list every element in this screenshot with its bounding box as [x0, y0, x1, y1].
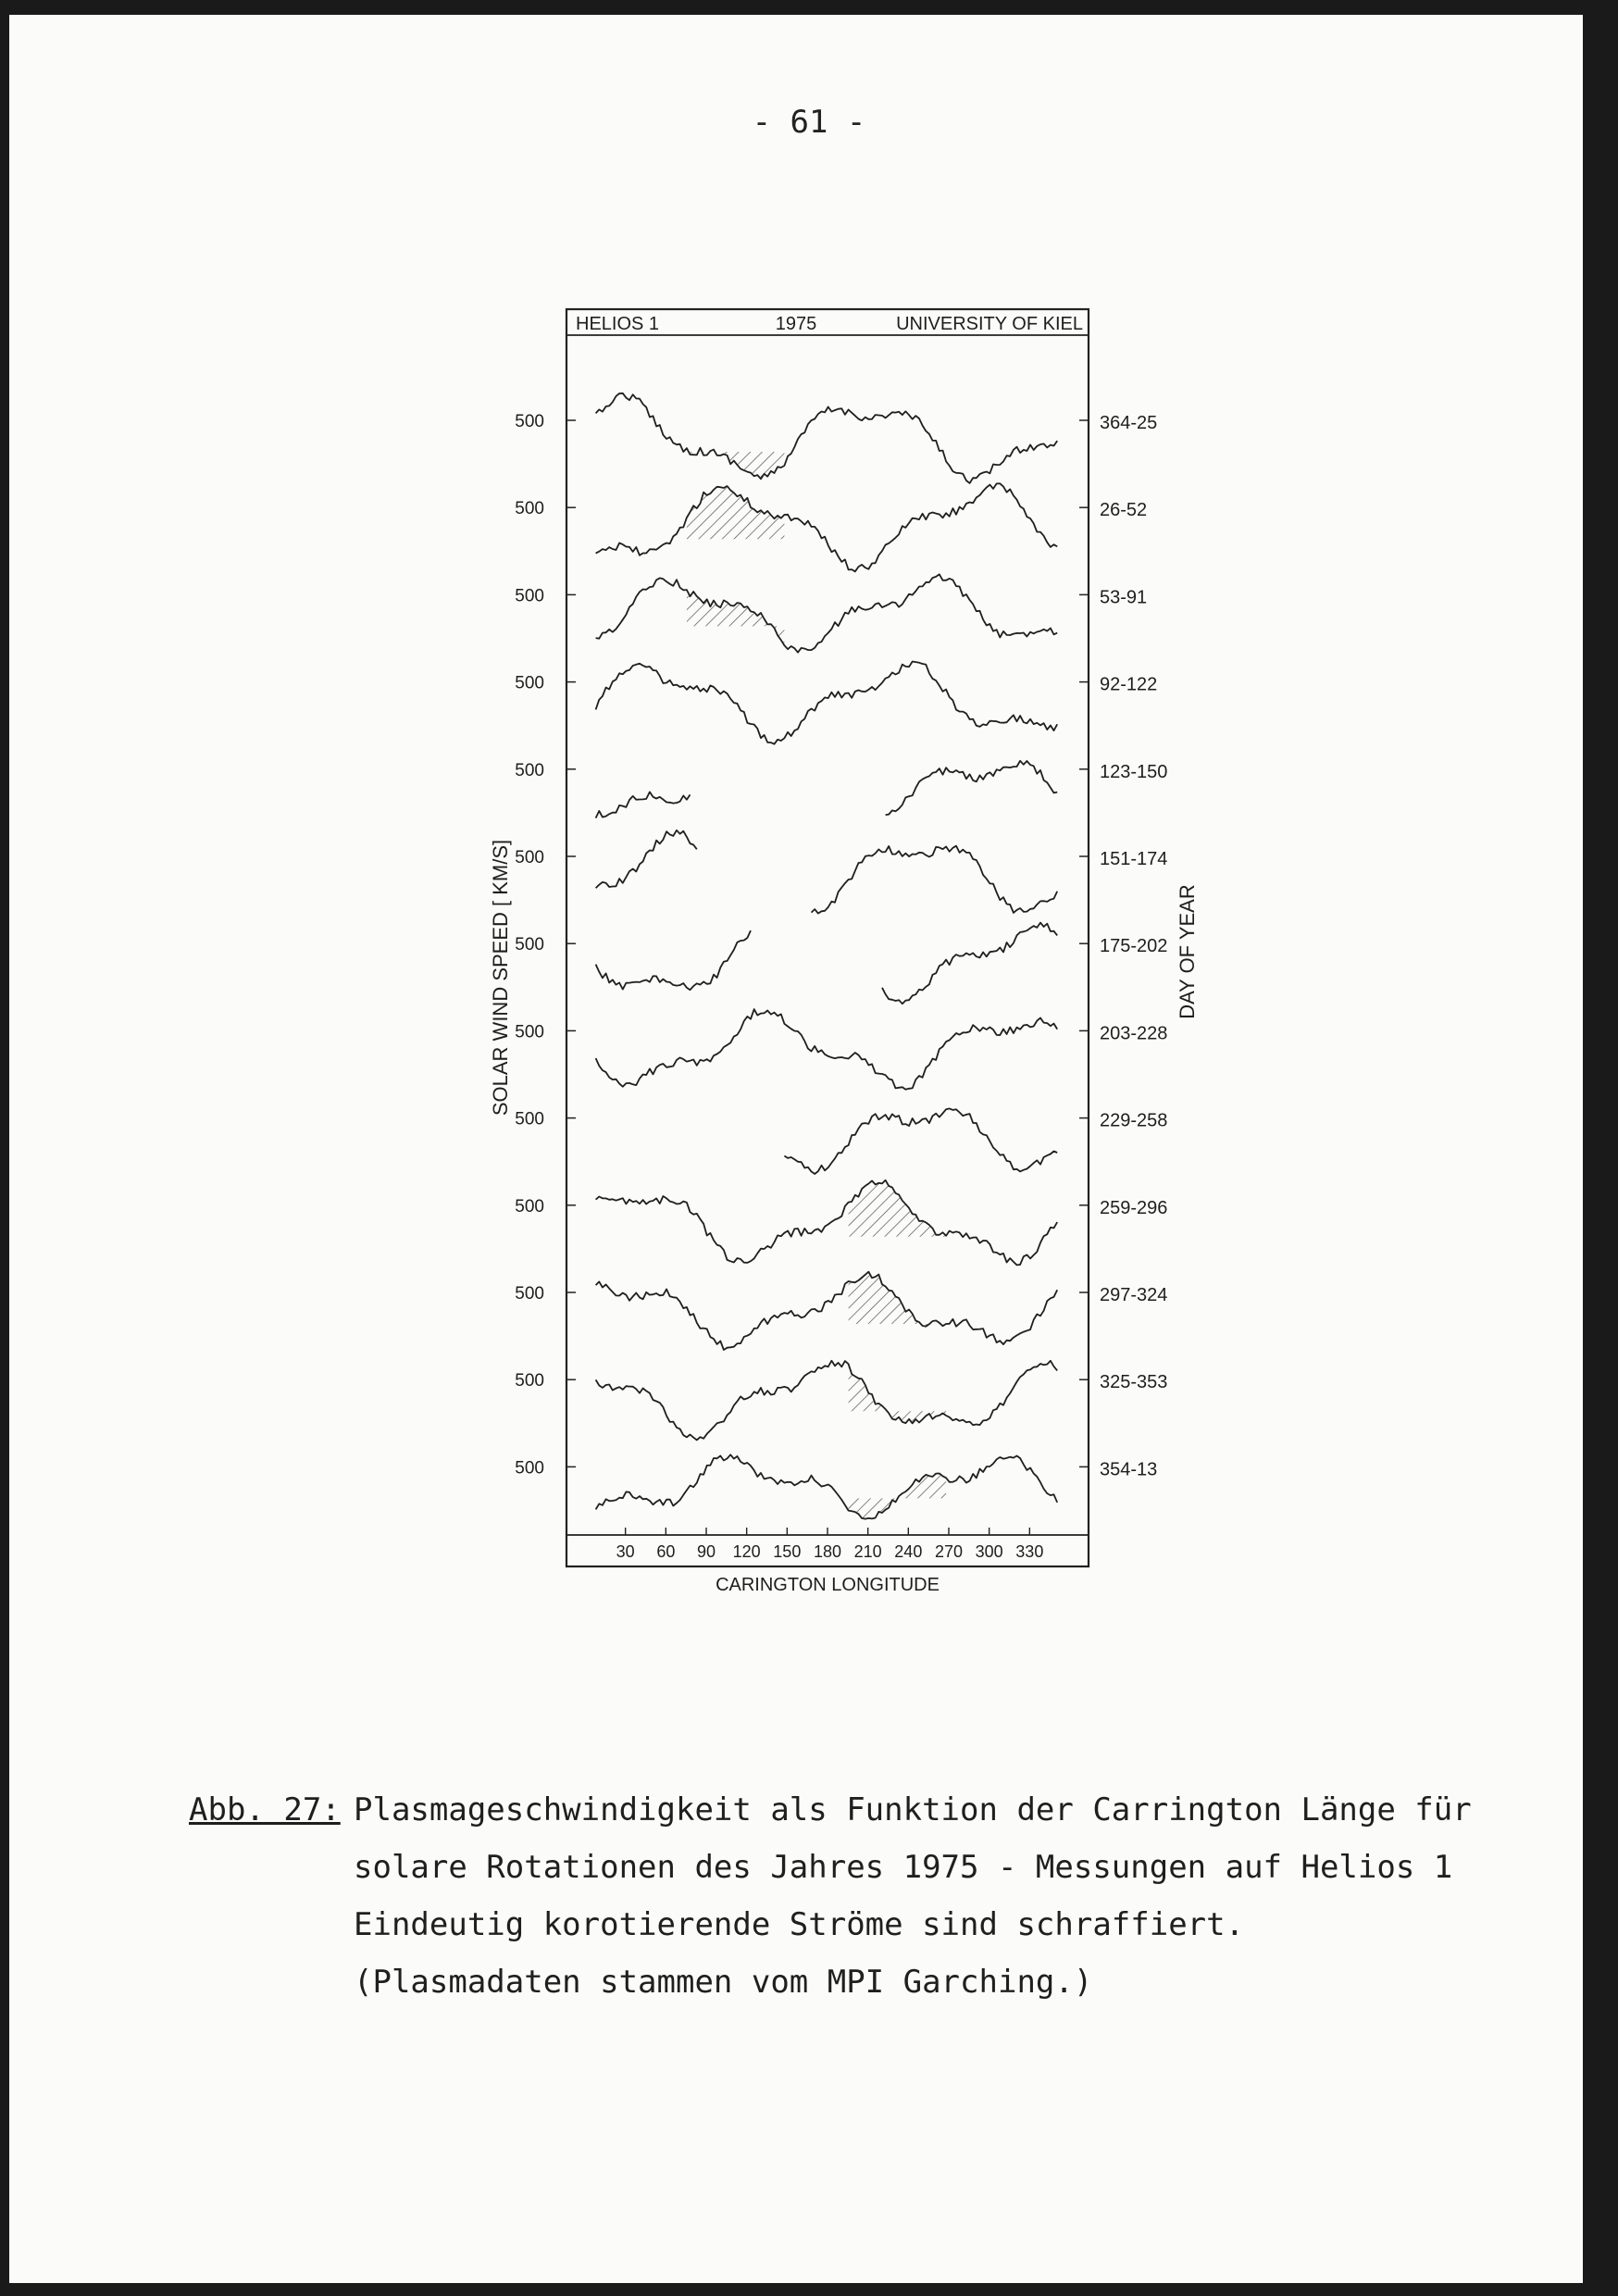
plot-frame: [566, 309, 1089, 1566]
speed-trace-row-7: [596, 923, 1058, 1004]
header-right: UNIVERSITY OF KIEL: [896, 314, 1083, 334]
day-range-label-row-4: 92-122: [1100, 674, 1158, 695]
y-tick-label-row-2: 500: [515, 499, 544, 519]
y-tick-label-row-12: 500: [515, 1371, 544, 1391]
x-tick-label-330: 330: [1015, 1542, 1044, 1561]
speed-trace-row-5: [596, 761, 1058, 818]
page-number: - 61 -: [752, 104, 866, 141]
y-tick-label-row-7: 500: [515, 935, 544, 955]
day-range-label-row-8: 203-228: [1100, 1023, 1168, 1044]
y-tick-label-row-13: 500: [515, 1458, 544, 1479]
day-range-label-row-1: 364-25: [1100, 413, 1158, 433]
y-tick-label-row-3: 500: [515, 586, 544, 606]
day-range-label-row-12: 325-353: [1100, 1372, 1168, 1393]
x-axis-label: CARINGTON LONGITUDE: [716, 1575, 940, 1595]
header-center: 1975: [775, 314, 817, 334]
y-tick-label-row-11: 500: [515, 1284, 544, 1304]
x-tick-label-240: 240: [894, 1542, 923, 1561]
speed-trace-row-2: [596, 483, 1058, 571]
caption-label: Abb. 27:: [189, 1791, 341, 1828]
speed-trace-row-12: [596, 1361, 1058, 1441]
y-tick-label-row-4: 500: [515, 673, 544, 693]
y-tick-label-row-10: 500: [515, 1196, 544, 1217]
day-range-label-row-10: 259-296: [1100, 1197, 1168, 1218]
x-tick-label-300: 300: [975, 1542, 1003, 1561]
speed-trace-row-8: [596, 1009, 1058, 1090]
hatched-stream-row-10: [849, 1180, 947, 1237]
hatched-stream-row-13: [849, 1474, 947, 1519]
caption-line-2: solare Rotationen des Jahres 1975 - Messungen auf Helios 1: [354, 1849, 1453, 1886]
x-tick-label-90: 90: [696, 1542, 716, 1561]
caption-text: [354, 1781, 1557, 2011]
day-range-label-row-13: 354-13: [1100, 1459, 1158, 1480]
right-axis-label: DAY OF YEAR: [1176, 884, 1199, 1019]
day-range-label-row-6: 151-174: [1100, 849, 1168, 869]
speed-trace-row-6: [596, 830, 1058, 914]
x-tick-label-210: 210: [853, 1542, 882, 1561]
x-tick-label-60: 60: [656, 1542, 676, 1561]
speed-trace-row-1: [596, 393, 1058, 483]
header-left: HELIOS 1: [576, 314, 660, 334]
day-range-label-row-3: 53-91: [1100, 587, 1148, 608]
hatched-stream-row-3: [687, 590, 785, 645]
day-range-label-row-5: 123-150: [1100, 761, 1168, 782]
y-tick-label-row-6: 500: [515, 848, 544, 867]
day-range-label-row-2: 26-52: [1100, 500, 1148, 521]
x-tick-label-120: 120: [732, 1542, 761, 1561]
hatched-stream-row-11: [849, 1272, 947, 1327]
y-tick-label-row-8: 500: [515, 1022, 544, 1042]
x-tick-label-30: 30: [616, 1542, 635, 1561]
y-tick-label-row-5: 500: [515, 760, 544, 780]
speed-trace-row-13: [596, 1454, 1058, 1518]
x-tick-label-270: 270: [934, 1542, 964, 1561]
day-range-label-row-9: 229-258: [1100, 1110, 1168, 1131]
y-tick-label-row-9: 500: [515, 1109, 544, 1129]
speed-trace-row-9: [784, 1108, 1057, 1174]
x-tick-label-180: 180: [813, 1542, 842, 1561]
x-tick-label-150: 150: [773, 1542, 802, 1561]
speed-trace-row-4: [596, 662, 1058, 744]
day-range-label-row-11: 297-324: [1100, 1285, 1168, 1305]
hatched-stream-row-12: [849, 1364, 947, 1423]
day-range-label-row-7: 175-202: [1100, 936, 1168, 957]
y-tick-label-row-1: 500: [515, 412, 544, 431]
caption-line-3: Eindeutig korotierende Ströme sind schraffiert.: [354, 1906, 1245, 1943]
speed-trace-row-3: [596, 574, 1058, 652]
speed-trace-row-11: [596, 1272, 1058, 1350]
caption-line-1: Plasmageschwindigkeit als Funktion der Carrington Länge für: [354, 1791, 1472, 1828]
caption-line-4: (Plasmadaten stammen vom MPI Garching.): [354, 1964, 1093, 2001]
y-axis-label: SOLAR WIND SPEED [ KM/S]: [489, 839, 512, 1117]
speed-trace-row-10: [596, 1180, 1058, 1266]
